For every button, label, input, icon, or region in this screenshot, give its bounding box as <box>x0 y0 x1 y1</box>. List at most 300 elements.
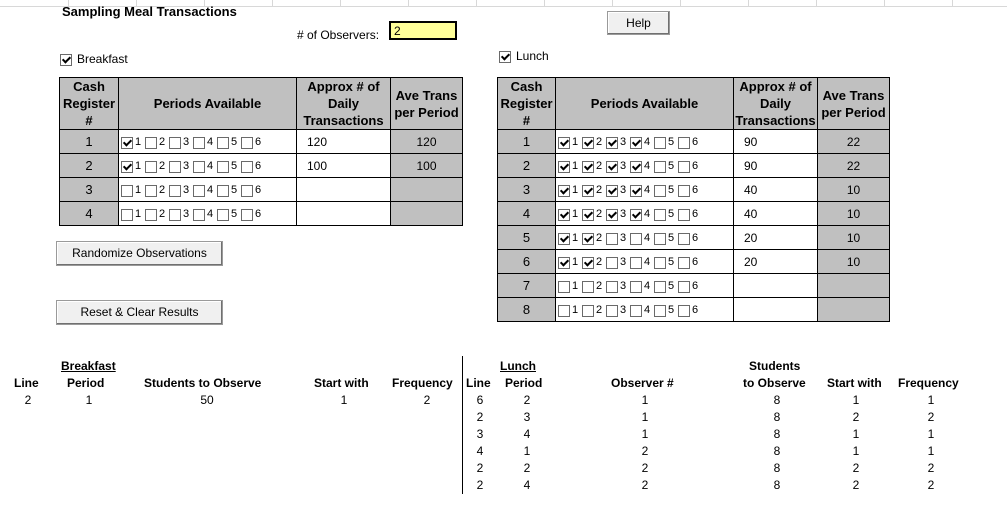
observers-input[interactable] <box>389 21 457 40</box>
period-checkbox[interactable] <box>678 209 690 221</box>
period-option[interactable] <box>654 280 678 292</box>
period-option[interactable] <box>169 208 193 220</box>
bf-header-students: Students to Observe <box>144 376 262 390</box>
randomize-observations-button[interactable]: Randomize Observations <box>56 241 223 266</box>
period-checkbox[interactable] <box>582 281 594 293</box>
period-checkbox[interactable] <box>217 185 229 197</box>
period-option[interactable] <box>169 184 193 196</box>
register-number: 1 <box>498 130 556 154</box>
result-cell: 4 <box>523 427 531 441</box>
period-number: 5 <box>668 184 675 197</box>
lu-col-frequency <box>901 392 961 494</box>
period-checkbox[interactable] <box>558 281 570 293</box>
period-checkbox[interactable] <box>606 257 618 269</box>
period-option[interactable] <box>678 208 702 220</box>
period-option[interactable] <box>630 136 654 148</box>
period-option[interactable] <box>241 208 265 220</box>
ave-trans-value: 100 <box>391 154 463 178</box>
period-option[interactable] <box>606 184 630 196</box>
period-checkbox[interactable] <box>558 161 570 173</box>
period-checkbox[interactable] <box>217 161 229 173</box>
period-option[interactable] <box>193 160 217 172</box>
period-checkbox[interactable] <box>678 185 690 197</box>
period-option[interactable] <box>193 136 217 148</box>
bf-header-period: Period <box>67 376 105 390</box>
period-checkbox[interactable] <box>582 137 594 149</box>
period-option[interactable] <box>582 232 606 244</box>
period-number: 2 <box>596 280 603 293</box>
period-checkbox[interactable] <box>121 209 133 221</box>
period-number: 1 <box>572 160 579 173</box>
result-cell: 3 <box>476 427 484 441</box>
register-row <box>498 250 890 274</box>
period-option[interactable] <box>678 280 702 292</box>
period-option[interactable] <box>582 160 606 172</box>
result-cell: 2 <box>852 478 860 492</box>
periods-cell <box>556 178 734 202</box>
period-option[interactable] <box>606 232 630 244</box>
period-option[interactable] <box>630 280 654 292</box>
period-number: 1 <box>572 232 579 245</box>
result-cell: 8 <box>773 461 781 475</box>
period-checkbox[interactable] <box>558 305 570 317</box>
period-checkbox[interactable] <box>606 305 618 317</box>
lu-header-period: Period <box>505 376 543 390</box>
period-checkbox[interactable] <box>121 161 133 173</box>
lunch-checkbox-label: Lunch <box>516 49 549 63</box>
period-checkbox[interactable] <box>630 185 642 197</box>
periods-cell <box>556 250 734 274</box>
period-option[interactable] <box>606 160 630 172</box>
ave-trans-value: 10 <box>818 226 890 250</box>
period-option[interactable] <box>654 256 678 268</box>
period-number: 1 <box>135 160 142 173</box>
period-checkbox[interactable] <box>654 233 666 245</box>
period-checkbox[interactable] <box>630 305 642 317</box>
period-number: 3 <box>183 208 190 221</box>
observers-label: # of Observers: <box>297 28 380 42</box>
period-number: 2 <box>596 160 603 173</box>
register-row <box>60 178 463 202</box>
result-cell: 2 <box>927 410 935 424</box>
period-checkbox[interactable] <box>145 137 157 149</box>
period-option[interactable] <box>582 184 606 196</box>
period-option[interactable] <box>630 184 654 196</box>
lu-header-students-top: Students <box>749 359 801 373</box>
period-number: 3 <box>183 184 190 197</box>
period-option[interactable] <box>169 136 193 148</box>
period-checkbox[interactable] <box>678 233 690 245</box>
period-checkbox[interactable] <box>558 257 570 269</box>
period-number: 5 <box>668 256 675 269</box>
period-option[interactable] <box>121 184 145 196</box>
lu-col-observer <box>615 392 675 494</box>
ave-trans-value: 120 <box>391 130 463 154</box>
period-number: 6 <box>692 280 699 293</box>
ave-trans-value: 22 <box>818 154 890 178</box>
period-option[interactable] <box>241 136 265 148</box>
approx-transactions-input[interactable]: 90 <box>734 154 818 178</box>
period-option[interactable] <box>678 256 702 268</box>
periods-cell <box>556 274 734 298</box>
reset-clear-results-button[interactable]: Reset & Clear Results <box>56 300 223 325</box>
period-checkbox[interactable] <box>678 257 690 269</box>
period-option[interactable] <box>606 136 630 148</box>
ave-trans-value: 10 <box>818 250 890 274</box>
period-checkbox[interactable] <box>678 305 690 317</box>
register-row <box>498 226 890 250</box>
header-cash-register: Cash Register # <box>498 78 556 130</box>
period-checkbox[interactable] <box>630 233 642 245</box>
period-checkbox[interactable] <box>145 161 157 173</box>
result-cell: 1 <box>340 393 348 407</box>
lunch-toggle[interactable] <box>499 49 549 63</box>
period-option[interactable] <box>606 304 630 316</box>
result-cell: 1 <box>927 393 935 407</box>
lunch-checkbox[interactable] <box>499 51 511 63</box>
period-number: 6 <box>255 136 262 149</box>
period-checkbox[interactable] <box>558 209 570 221</box>
period-checkbox[interactable] <box>169 161 181 173</box>
period-option[interactable] <box>630 160 654 172</box>
period-checkbox[interactable] <box>678 137 690 149</box>
period-number: 1 <box>135 208 142 221</box>
result-cell: 1 <box>641 410 649 424</box>
period-option[interactable] <box>558 208 582 220</box>
header-ave-trans: Ave Trans per Period <box>818 78 890 130</box>
period-option[interactable] <box>241 160 265 172</box>
period-option[interactable] <box>654 160 678 172</box>
period-option[interactable] <box>217 136 241 148</box>
period-checkbox[interactable] <box>606 185 618 197</box>
period-option[interactable] <box>606 208 630 220</box>
period-checkbox[interactable] <box>630 257 642 269</box>
period-checkbox[interactable] <box>654 185 666 197</box>
period-checkbox[interactable] <box>630 161 642 173</box>
period-option[interactable] <box>654 304 678 316</box>
register-number: 6 <box>498 250 556 274</box>
approx-transactions-input[interactable] <box>297 202 391 226</box>
period-checkbox[interactable] <box>558 137 570 149</box>
approx-transactions-input[interactable]: 40 <box>734 202 818 226</box>
result-cell: 1 <box>927 444 935 458</box>
result-cell: 2 <box>24 393 32 407</box>
period-checkbox[interactable] <box>630 209 642 221</box>
period-checkbox[interactable] <box>582 185 594 197</box>
register-row <box>498 130 890 154</box>
period-option[interactable] <box>558 304 582 316</box>
period-option[interactable] <box>558 256 582 268</box>
period-option[interactable] <box>678 304 702 316</box>
period-checkbox[interactable] <box>121 185 133 197</box>
register-number: 8 <box>498 298 556 322</box>
period-checkbox[interactable] <box>145 185 157 197</box>
period-checkbox[interactable] <box>582 257 594 269</box>
ave-trans-value <box>818 298 890 322</box>
period-checkbox[interactable] <box>241 137 253 149</box>
approx-transactions-input[interactable]: 100 <box>297 154 391 178</box>
bf-col-start <box>314 392 374 409</box>
period-checkbox[interactable] <box>217 209 229 221</box>
period-option[interactable] <box>678 184 702 196</box>
period-checkbox[interactable] <box>193 137 205 149</box>
period-number: 4 <box>644 256 651 269</box>
period-option[interactable] <box>654 184 678 196</box>
result-cell: 8 <box>773 410 781 424</box>
register-number: 1 <box>60 130 119 154</box>
result-cell: 2 <box>476 410 484 424</box>
register-row <box>498 178 890 202</box>
register-number: 5 <box>498 226 556 250</box>
period-option[interactable] <box>558 136 582 148</box>
period-number: 1 <box>572 304 579 317</box>
period-checkbox[interactable] <box>241 209 253 221</box>
lunch-register-table <box>497 77 890 322</box>
period-checkbox[interactable] <box>654 257 666 269</box>
period-option[interactable] <box>193 208 217 220</box>
period-checkbox[interactable] <box>558 233 570 245</box>
period-number: 2 <box>159 160 166 173</box>
result-cell: 1 <box>852 427 860 441</box>
result-cell: 2 <box>852 461 860 475</box>
breakfast-checkbox[interactable] <box>60 54 72 66</box>
ave-trans-value <box>818 274 890 298</box>
period-number: 4 <box>644 232 651 245</box>
period-option[interactable] <box>217 160 241 172</box>
period-checkbox[interactable] <box>217 137 229 149</box>
period-number: 1 <box>572 280 579 293</box>
period-number: 1 <box>135 136 142 149</box>
register-row <box>60 202 463 226</box>
result-cell: 4 <box>523 478 531 492</box>
register-row <box>498 274 890 298</box>
approx-transactions-input[interactable]: 120 <box>297 130 391 154</box>
period-option[interactable] <box>582 256 606 268</box>
period-number: 6 <box>255 208 262 221</box>
approx-transactions-input[interactable]: 90 <box>734 130 818 154</box>
approx-transactions-input[interactable]: 40 <box>734 178 818 202</box>
periods-cell <box>556 202 734 226</box>
result-cell: 2 <box>523 461 531 475</box>
period-option[interactable] <box>654 232 678 244</box>
period-option[interactable] <box>582 136 606 148</box>
period-checkbox[interactable] <box>241 161 253 173</box>
period-checkbox[interactable] <box>582 305 594 317</box>
approx-transactions-input[interactable]: 20 <box>734 250 818 274</box>
period-checkbox[interactable] <box>169 185 181 197</box>
period-option[interactable] <box>145 160 169 172</box>
period-number: 4 <box>207 184 214 197</box>
period-option[interactable] <box>121 208 145 220</box>
period-checkbox[interactable] <box>678 281 690 293</box>
lu-col-period <box>505 392 549 494</box>
period-number: 5 <box>668 136 675 149</box>
period-checkbox[interactable] <box>582 233 594 245</box>
period-option[interactable] <box>678 232 702 244</box>
period-option[interactable] <box>145 184 169 196</box>
period-number: 5 <box>231 208 238 221</box>
lu-header-frequency: Frequency <box>898 376 959 390</box>
approx-transactions-input[interactable] <box>297 178 391 202</box>
period-number: 5 <box>668 160 675 173</box>
lu-header-observer: Observer # <box>611 376 674 390</box>
period-number: 4 <box>644 208 651 221</box>
lu-col-students <box>747 392 807 494</box>
period-option[interactable] <box>145 208 169 220</box>
bf-col-line <box>14 392 42 409</box>
period-number: 2 <box>596 304 603 317</box>
lu-col-line <box>466 392 494 494</box>
period-number: 5 <box>668 208 675 221</box>
approx-transactions-input[interactable] <box>734 298 818 322</box>
periods-cell <box>119 154 297 178</box>
period-checkbox[interactable] <box>678 161 690 173</box>
period-option[interactable] <box>558 184 582 196</box>
period-checkbox[interactable] <box>654 137 666 149</box>
help-button[interactable]: Help <box>607 11 670 35</box>
lu-header-start: Start with <box>827 376 882 390</box>
period-number: 2 <box>159 184 166 197</box>
period-number: 3 <box>620 136 627 149</box>
register-number: 3 <box>60 178 119 202</box>
bf-header-frequency: Frequency <box>392 376 453 390</box>
period-option[interactable] <box>582 304 606 316</box>
period-checkbox[interactable] <box>193 161 205 173</box>
periods-cell <box>119 130 297 154</box>
bf-header-line: Line <box>14 376 39 390</box>
breakfast-toggle[interactable] <box>60 52 128 66</box>
period-checkbox[interactable] <box>582 161 594 173</box>
bf-col-frequency <box>397 392 457 409</box>
result-cell: 2 <box>927 478 935 492</box>
period-option[interactable] <box>558 280 582 292</box>
period-number: 4 <box>644 160 651 173</box>
register-number: 4 <box>498 202 556 226</box>
result-cell: 8 <box>773 478 781 492</box>
period-option[interactable] <box>630 232 654 244</box>
period-option[interactable] <box>558 232 582 244</box>
period-checkbox[interactable] <box>582 209 594 221</box>
result-cell: 2 <box>476 461 484 475</box>
period-number: 5 <box>668 280 675 293</box>
header-cash-register: Cash Register # <box>60 78 119 130</box>
period-checkbox[interactable] <box>630 137 642 149</box>
bf-header-start: Start with <box>314 376 369 390</box>
period-checkbox[interactable] <box>606 281 618 293</box>
result-cell: 2 <box>927 461 935 475</box>
period-checkbox[interactable] <box>630 281 642 293</box>
period-option[interactable] <box>630 208 654 220</box>
approx-transactions-input[interactable] <box>734 274 818 298</box>
period-option[interactable] <box>241 184 265 196</box>
period-number: 1 <box>572 184 579 197</box>
register-number: 3 <box>498 178 556 202</box>
period-option[interactable] <box>654 136 678 148</box>
result-cell: 2 <box>852 410 860 424</box>
period-option[interactable] <box>630 304 654 316</box>
period-option[interactable] <box>606 256 630 268</box>
result-cell: 1 <box>927 427 935 441</box>
period-checkbox[interactable] <box>558 185 570 197</box>
result-cell: 1 <box>852 393 860 407</box>
lu-header-students-bottom: to Observe <box>743 376 806 390</box>
periods-cell <box>556 154 734 178</box>
period-checkbox[interactable] <box>121 137 133 149</box>
period-option[interactable] <box>678 160 702 172</box>
period-number: 4 <box>644 136 651 149</box>
result-cell: 2 <box>423 393 431 407</box>
period-checkbox[interactable] <box>606 137 618 149</box>
periods-cell <box>119 178 297 202</box>
period-option[interactable] <box>169 160 193 172</box>
register-row <box>498 154 890 178</box>
period-checkbox[interactable] <box>606 209 618 221</box>
period-checkbox[interactable] <box>654 281 666 293</box>
result-cell: 2 <box>641 461 649 475</box>
period-checkbox[interactable] <box>193 209 205 221</box>
result-cell: 3 <box>523 410 531 424</box>
period-number: 4 <box>207 136 214 149</box>
period-number: 2 <box>596 232 603 245</box>
period-option[interactable] <box>217 184 241 196</box>
period-checkbox[interactable] <box>145 209 157 221</box>
lu-header-line: Line <box>466 376 491 390</box>
period-number: 5 <box>231 136 238 149</box>
periods-cell <box>119 202 297 226</box>
period-number: 6 <box>692 256 699 269</box>
result-cell: 6 <box>476 393 484 407</box>
period-checkbox[interactable] <box>169 137 181 149</box>
period-checkbox[interactable] <box>654 161 666 173</box>
period-option[interactable] <box>193 184 217 196</box>
register-row <box>498 202 890 226</box>
result-cell: 50 <box>200 393 214 407</box>
period-option[interactable] <box>145 136 169 148</box>
period-option[interactable] <box>582 208 606 220</box>
period-number: 1 <box>572 256 579 269</box>
period-option[interactable] <box>121 160 145 172</box>
period-option[interactable] <box>678 136 702 148</box>
period-option[interactable] <box>558 160 582 172</box>
period-option[interactable] <box>217 208 241 220</box>
header-ave-trans: Ave Trans per Period <box>391 78 463 130</box>
period-checkbox[interactable] <box>193 185 205 197</box>
period-number: 1 <box>572 136 579 149</box>
period-number: 4 <box>644 280 651 293</box>
results-divider <box>462 356 463 494</box>
period-number: 5 <box>231 184 238 197</box>
period-checkbox[interactable] <box>169 209 181 221</box>
period-number: 2 <box>159 136 166 149</box>
period-option[interactable] <box>121 136 145 148</box>
period-number: 1 <box>135 184 142 197</box>
ave-trans-value: 10 <box>818 202 890 226</box>
period-checkbox[interactable] <box>654 209 666 221</box>
period-checkbox[interactable] <box>241 185 253 197</box>
period-number: 3 <box>183 160 190 173</box>
period-number: 6 <box>692 136 699 149</box>
period-checkbox[interactable] <box>654 305 666 317</box>
period-option[interactable] <box>630 256 654 268</box>
period-checkbox[interactable] <box>606 161 618 173</box>
approx-transactions-input[interactable]: 20 <box>734 226 818 250</box>
period-option[interactable] <box>654 208 678 220</box>
breakfast-register-table <box>59 77 463 226</box>
period-number: 6 <box>255 184 262 197</box>
period-checkbox[interactable] <box>606 233 618 245</box>
period-option[interactable] <box>606 280 630 292</box>
period-option[interactable] <box>582 280 606 292</box>
